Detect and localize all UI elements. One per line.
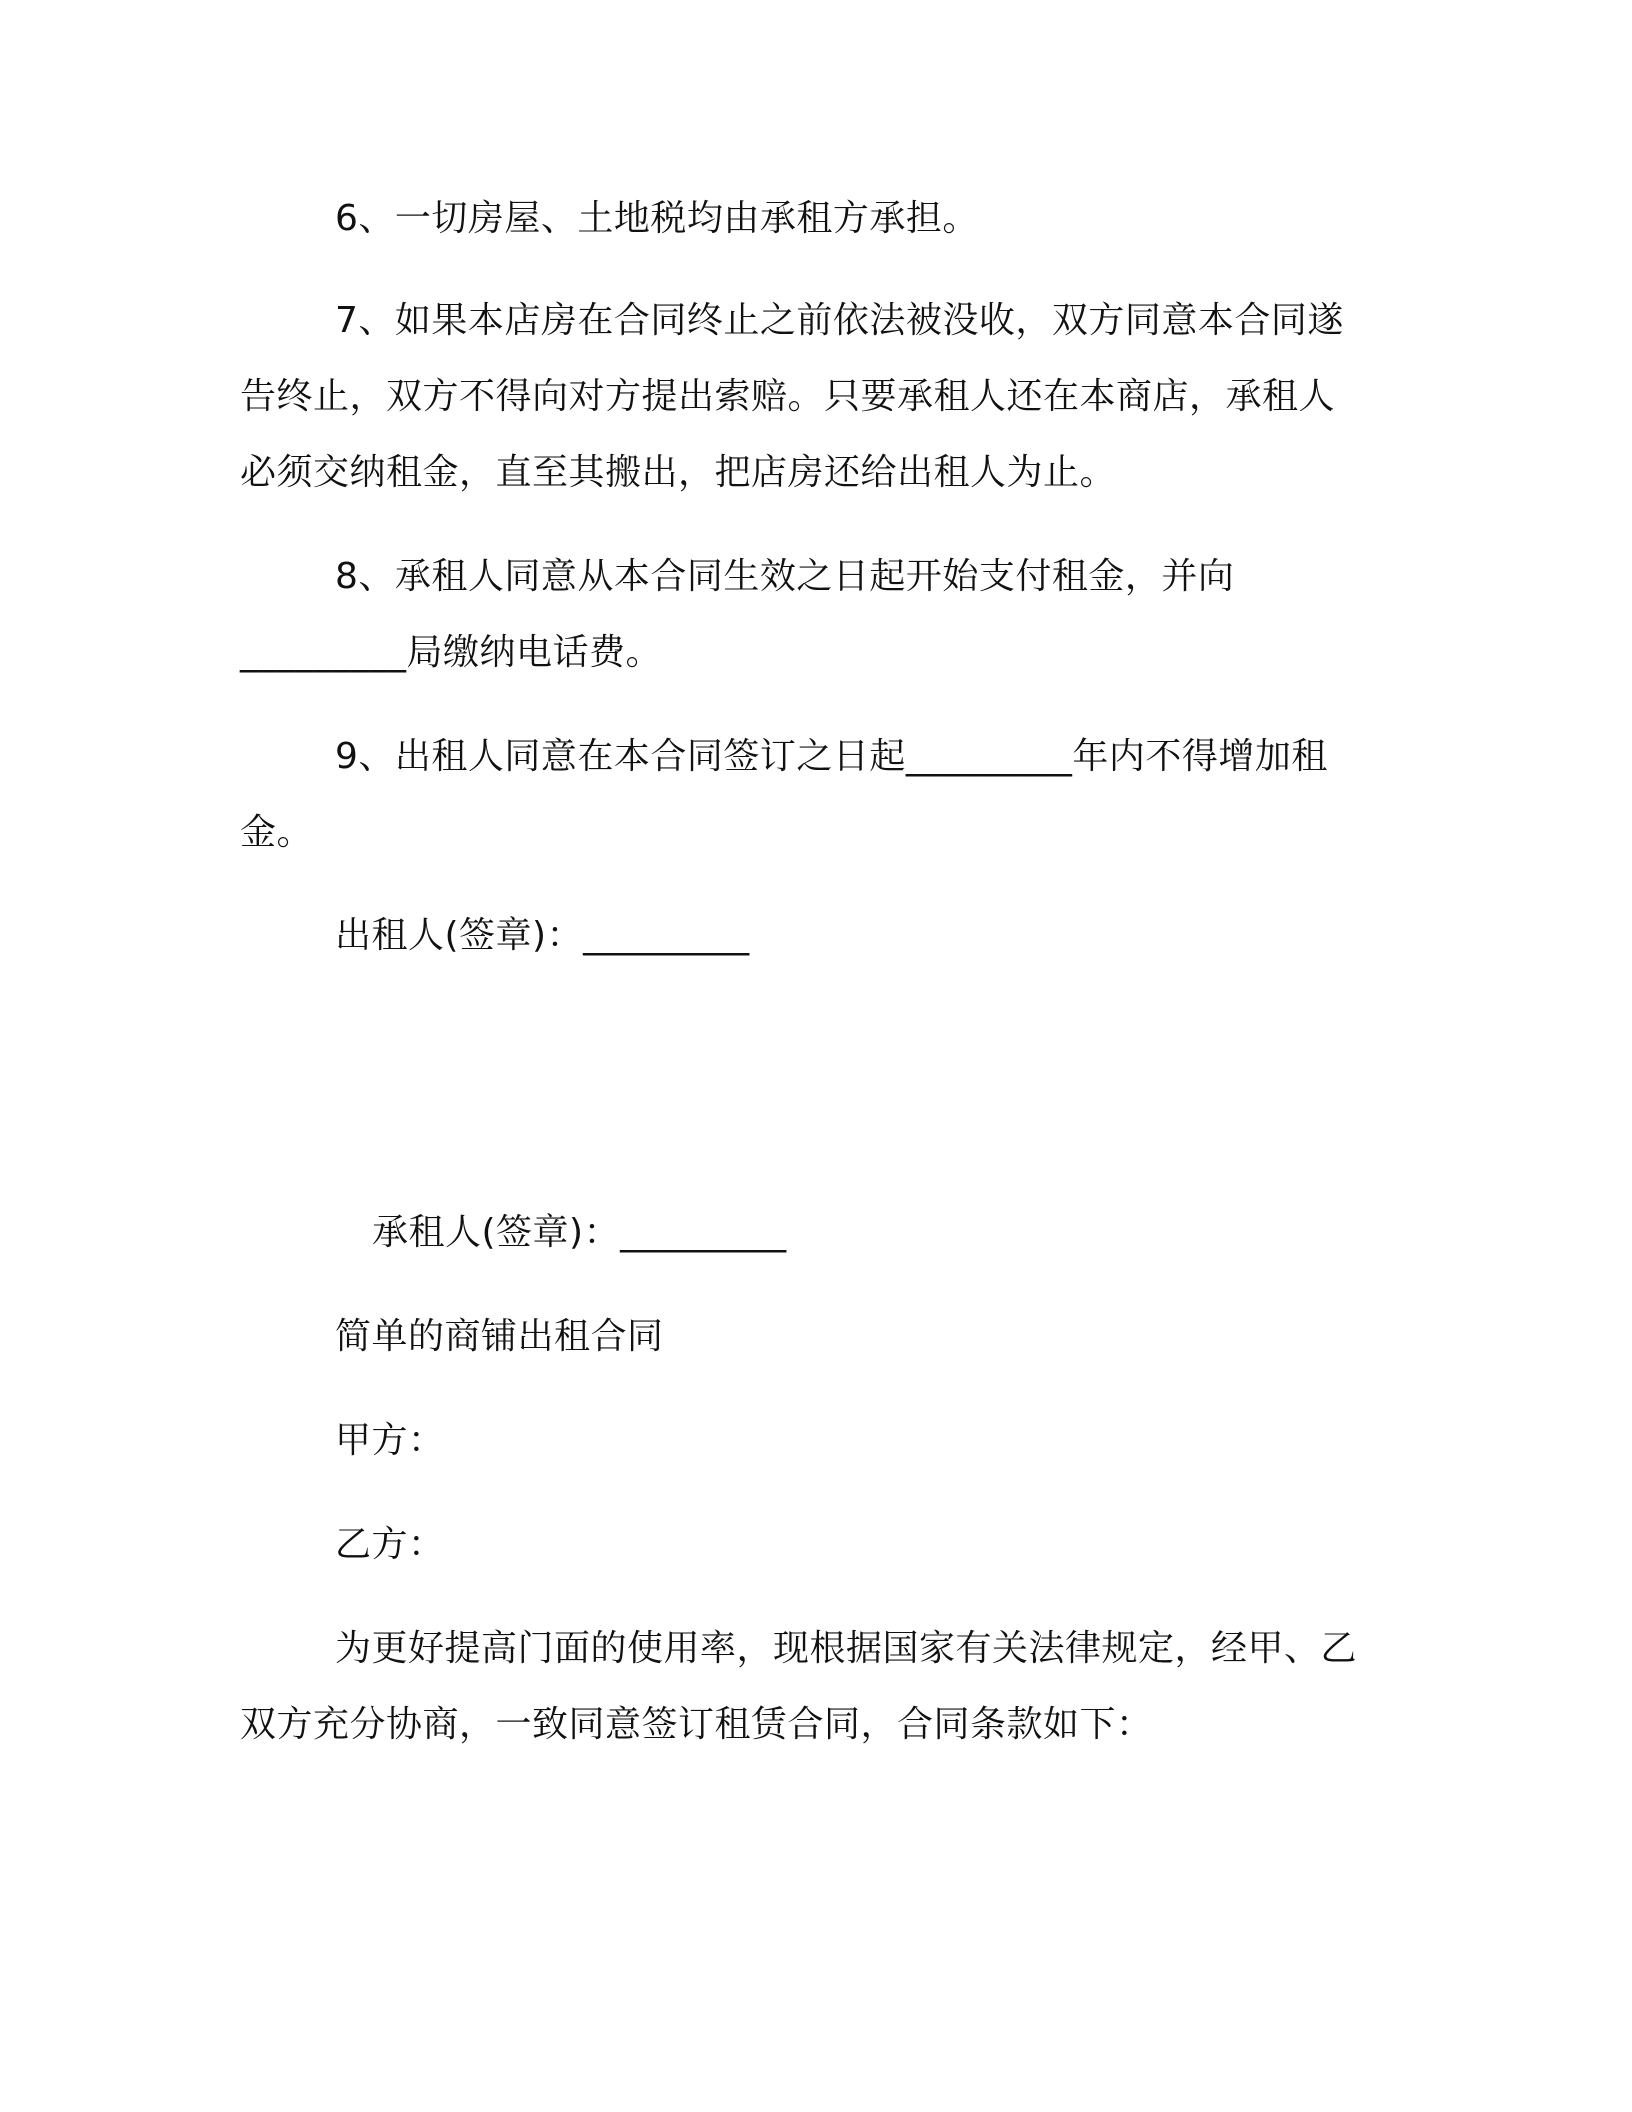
clause-6-line: 6、一切房屋、土地税均由承租方承担。 xyxy=(335,198,979,239)
party-a-line: 甲方： xyxy=(335,1420,445,1461)
clause-7-line-2: 告终止，双方不得向对方提出索赔。只要承租人还在本商店，承租人 xyxy=(240,376,1336,417)
lessor-signature-line: 出租人(签章)：_________ xyxy=(335,915,750,956)
clause-8-line-2: _________局缴纳电话费。 xyxy=(240,632,663,673)
preamble-line-1: 为更好提高门面的使用率，现根据国家有关法律规定，经甲、乙 xyxy=(335,1628,1358,1669)
clause-7-line-3: 必须交纳租金，直至其搬出，把店房还给出租人为止。 xyxy=(240,452,1117,493)
preamble-line-2: 双方充分协商，一致同意签订租赁合同，合同条款如下： xyxy=(240,1704,1153,1745)
clause-8-line-1: 8、承租人同意从本合同生效之日起开始支付租金，并向 xyxy=(335,556,1235,597)
clause-7-line-1: 7、如果本店房在合同终止之前依法被没收，双方同意本合同遂 xyxy=(335,300,1344,341)
contract-title: 简单的商铺出租合同 xyxy=(335,1316,664,1357)
lessee-signature-line: 承租人(签章)：_________ xyxy=(372,1212,787,1253)
party-b-line: 乙方： xyxy=(335,1524,445,1565)
clause-9-line-1: 9、出租人同意在本合同签订之日起_________年内不得增加租 xyxy=(335,736,1328,777)
clause-9-line-2: 金。 xyxy=(240,812,314,853)
